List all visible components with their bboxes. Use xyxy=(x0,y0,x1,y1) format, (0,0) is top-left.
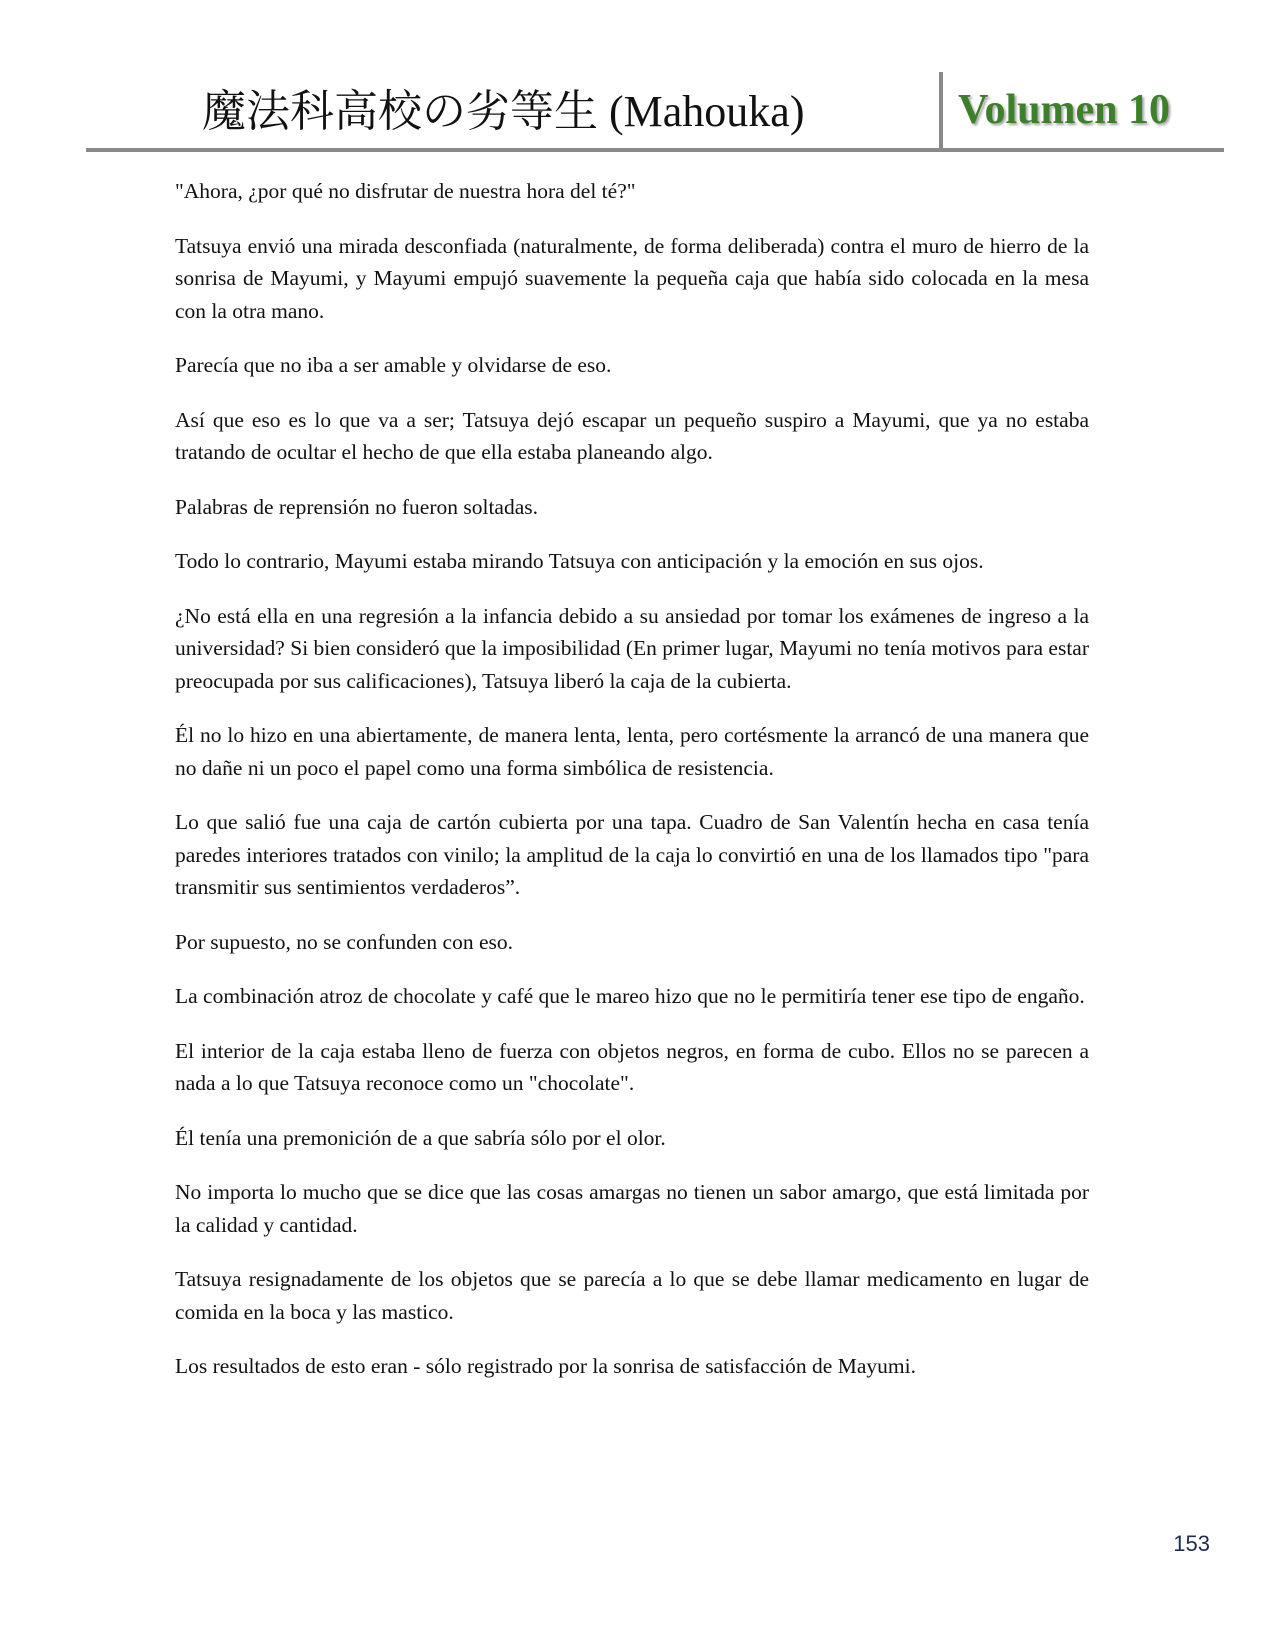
paragraph: El interior de la caja estaba lleno de fuerza con objetos negros, en forma de cubo. Ellos no se parecen a nada a lo que Tatsuya reconoce como un "chocolate". xyxy=(175,1038,1089,1095)
paragraph: Tatsuya resignadamente de los objetos que se parecía a lo que se debe llamar medicamento en lugar de comida en la boca y las mastico. xyxy=(175,1267,1089,1324)
paragraph: La combinación atroz de chocolate y café que le mareo hizo que no le permitiría tener ese tipo de engaño. xyxy=(175,984,1085,1008)
paragraph: Lo que salió fue una caja de cartón cubierta por una tapa. Cuadro de San Valentín hecha en casa tenía paredes interiores tratados con vinilo; la amplitud de la caja lo convirtió en una de los llamados tipo "para transmitir sus sentimientos verdaderos”. xyxy=(175,810,1089,899)
paragraph: Todo lo contrario, Mayumi estaba mirando Tatsuya con anticipación y la emoción en sus ojos. xyxy=(175,549,984,573)
paragraph: Tatsuya envió una mirada desconfiada (naturalmente, de forma deliberada) contra el muro de hierro de la sonrisa de Mayumi, y Mayumi empujó suavemente la pequeña caja que había sido colocada en la mesa con la otra mano. xyxy=(175,233,1089,323)
page-body xyxy=(175,175,1089,1405)
page-header xyxy=(86,70,1224,150)
page-number: 153 xyxy=(1173,1531,1210,1556)
paragraph: No importa lo mucho que se dice que las cosas amargas no tienen un sabor amargo, que está limitada por la calidad y cantidad. xyxy=(175,1180,1089,1237)
paragraph: Palabras de reprensión no fueron soltadas. xyxy=(175,494,539,519)
paragraph: ¿No está ella en una regresión a la infancia debido a su ansiedad por tomar los exámenes de ingreso a la universidad? Si bien consideró que la imposibilidad (En primer lugar, Mayumi no tenía motivos para estar preocupada por sus calificaciones), Tatsuya liberó la caja de la cubierta. xyxy=(175,603,1089,693)
paragraph: Él tenía una premonición de a que sabría sólo por el olor. xyxy=(175,1125,666,1150)
series-title: 魔法科高校の劣等生 (Mahouka) xyxy=(202,87,805,136)
paragraph: Por supuesto, no se confunden con eso. xyxy=(175,929,513,954)
header-rule xyxy=(86,148,1224,152)
paragraph: Parecía que no iba a ser amable y olvidarse de eso. xyxy=(175,353,612,377)
paragraph: Él no lo hizo en una abiertamente, de manera lenta, lenta, pero cortésmente la arrancó de una manera que no dañe ni un poco el papel como una forma simbólica de resistencia. xyxy=(175,723,1089,780)
paragraph: Así que eso es lo que va a ser; Tatsuya dejó escapar un pequeño suspiro a Mayumi, que ya no estaba tratando de ocultar el hecho de que ella estaba planeando algo. xyxy=(175,407,1089,464)
header-vertical-divider xyxy=(939,72,943,150)
paragraph: Los resultados de esto eran - sólo registrado por la sonrisa de satisfacción de Mayumi. xyxy=(175,1354,916,1378)
paragraph: "Ahora, ¿por qué no disfrutar de nuestra hora del té?" xyxy=(175,179,636,203)
volume-label: Volumen 10 xyxy=(958,87,1170,133)
